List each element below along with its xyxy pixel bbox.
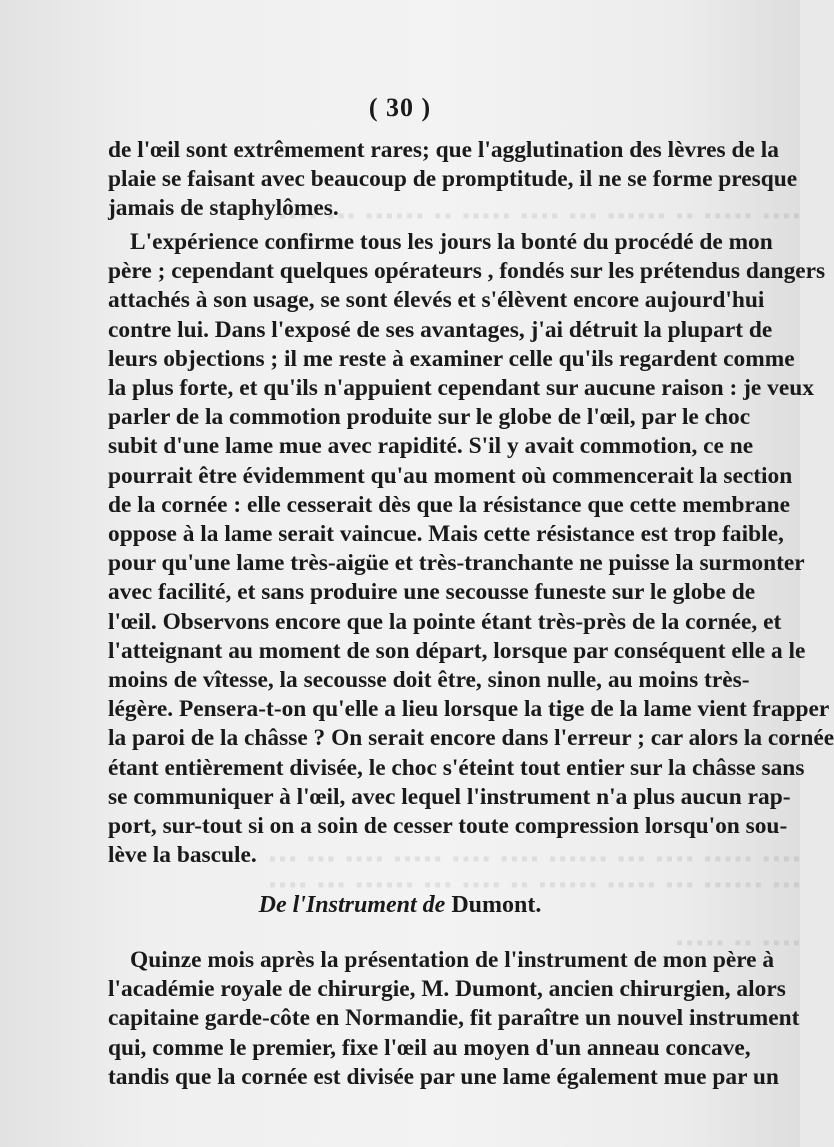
text-line: pourrait être évidemment qu'au moment où commencerait la section: [108, 462, 793, 489]
text-line: légère. Pensera-t-on qu'elle a lieu lorsque la tige de la lame vient frapper: [108, 696, 830, 723]
paragraph-commotion: [108, 228, 834, 870]
section-heading: [0, 892, 800, 919]
section-heading-name: Dumont.: [451, 892, 542, 918]
paragraph-dumont: [108, 946, 800, 1092]
paragraph-continuation: [108, 136, 798, 224]
text-line: avec facilité, et sans produire une secousse funeste sur le globe de: [108, 579, 756, 606]
text-line: l'atteignant au moment de son départ, lorsque par conséquent elle a le: [108, 637, 806, 664]
text-line: plaie se faisant avec beaucoup de promptitude, il ne se forme presque: [108, 166, 798, 193]
text-line: lève la bascule.: [108, 842, 257, 869]
show-through-texture: ▪▪▪ ▪▪▪▪▪▪ ▪▪▪ ▪▪▪▪▪ ▪▪▪▪▪▪ ▪▪ ▪▪▪▪ ▪▪▪ ▪▪▪▪▪▪ ▪▪▪ ▪▪▪▪: [265, 874, 800, 896]
text-line: la plus forte, et qu'ils n'appuient cependant sur aucune raison : je veux: [108, 375, 814, 402]
text-line: père ; cependant quelques opérateurs , fondés sur les prétendus dangers: [108, 258, 826, 285]
text-line: de la cornée : elle cesserait dès que la résistance que cette membrane: [108, 491, 791, 518]
text-line: L'expérience confirme tous les jours la bonté du procédé de mon: [130, 229, 773, 255]
text-line: subit d'une lame mue avec rapidité. S'il y avait commotion, ce ne: [108, 433, 754, 460]
section-heading-prefix: De l'Instrument de: [258, 892, 446, 918]
text-line: capitaine garde-côte en Normandie, fit paraître un nouvel instrument: [108, 1005, 800, 1032]
text-line: étant entièrement divisée, le choc s'éteint tout entier sur la châsse sans: [108, 754, 805, 781]
text-line: Quinze mois après la présentation de l'instrument de mon père à: [130, 947, 775, 973]
text-line: l'œil. Observons encore que la pointe étant très-près de la cornée, et: [108, 608, 782, 635]
page-number: ( 30 ): [368, 93, 432, 122]
show-through-texture: ▪▪▪▪ ▪▪▪▪▪ ▪▪▪▪ ▪▪▪ ▪▪▪▪▪▪ ▪▪▪▪ ▪▪▪▪ ▪▪▪▪▪ ▪▪▪▪ ▪▪▪ ▪▪▪: [265, 848, 800, 870]
text-line: moins de vîtesse, la secousse doit être, sinon nulle, au moins très-: [108, 667, 750, 694]
text-line: contre lui. Dans l'exposé de ses avantages, j'ai détruit la plupart de: [108, 316, 773, 343]
text-line: qui, comme le premier, fixe l'œil au moyen d'un anneau concave,: [108, 1034, 751, 1061]
text-line: pour qu'une lame très-aigüe et très-tranchante ne puisse la surmonter: [108, 550, 805, 577]
text-line: attachés à son usage, se sont élevés et s'élèvent encore aujourd'hui: [108, 287, 765, 314]
text-line: jamais de staphylômes.: [108, 195, 339, 222]
text-line: l'académie royale de chirurgie, M. Dumont, ancien chirurgien, alors: [108, 976, 786, 1003]
text-line: oppose à la lame serait vaincue. Mais cette résistance est trop faible,: [108, 521, 784, 548]
text-line: se communiquer à l'œil, avec lequel l'instrument n'a plus aucun rap-: [108, 783, 791, 810]
text-line: parler de la commotion produite sur le globe de l'œil, par le choc: [108, 404, 751, 431]
text-line: de l'œil sont extrêmement rares; que l'agglutination des lèvres de la: [108, 137, 779, 163]
text-line: tandis que la cornée est divisée par une lame également mue par un: [108, 1063, 779, 1090]
text-line: la paroi de la châsse ? On serait encore dans l'erreur ; car alors la cornée: [108, 725, 834, 752]
text-line: port, sur-tout si on a soin de cesser toute compression lorsqu'on sou-: [108, 813, 788, 840]
text-line: leurs objections ; il me reste à examiner celle qu'ils regardent comme: [108, 345, 795, 372]
show-through-texture: ▪▪▪▪ ▪▪▪▪▪ ▪▪ ▪▪▪▪▪▪ ▪▪▪ ▪▪▪▪ ▪▪▪▪▪ ▪▪ ▪▪▪▪▪▪ ▪▪▪ ▪▪▪▪: [276, 205, 800, 227]
show-through-texture: ▪▪▪▪ ▪▪ ▪▪▪▪▪: [673, 932, 800, 954]
